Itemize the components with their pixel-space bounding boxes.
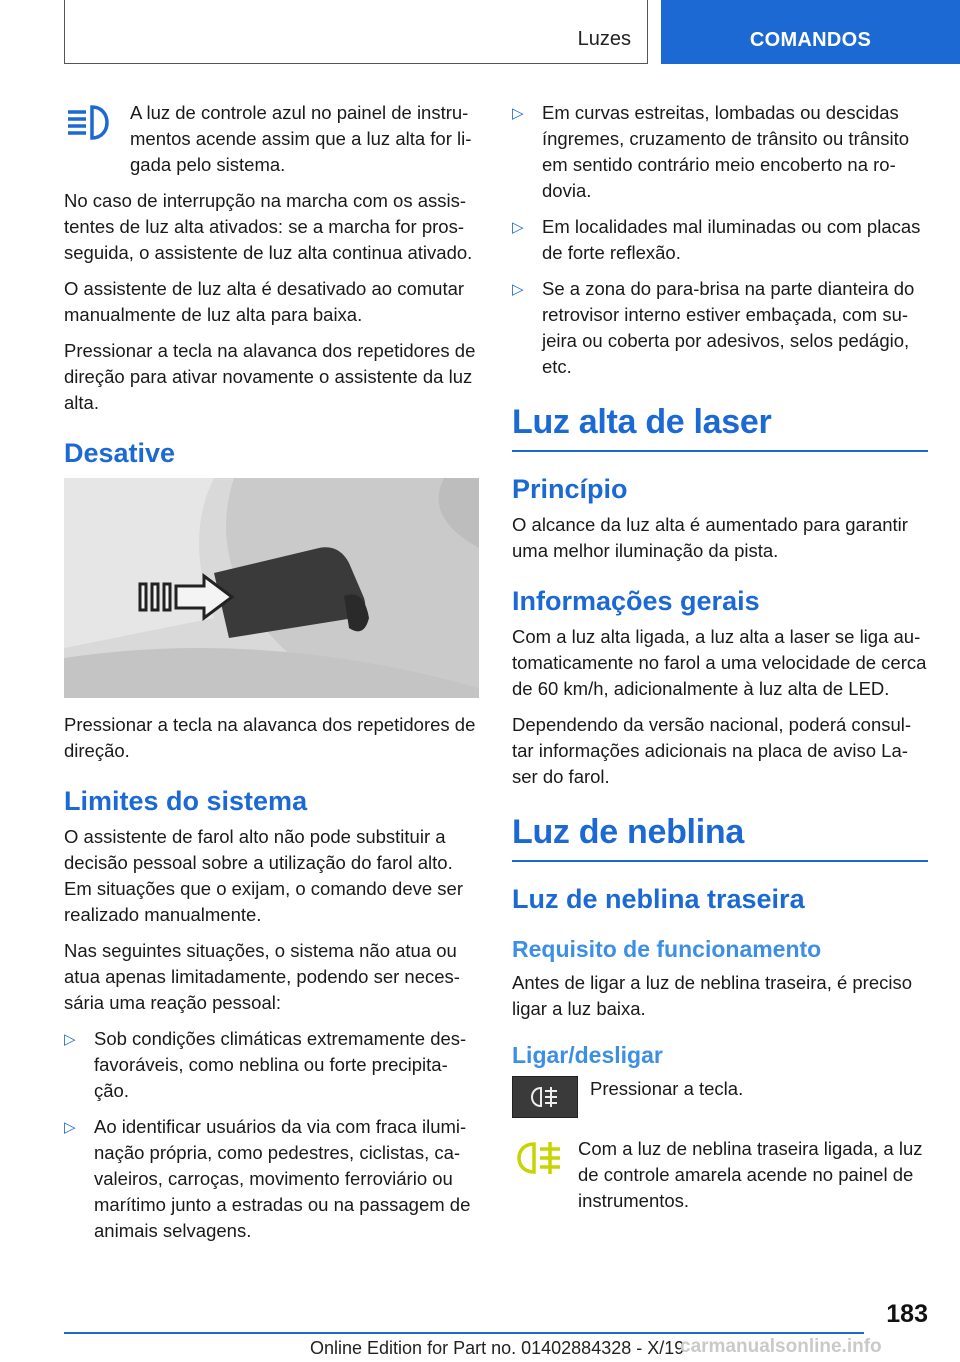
high-beam-indicator-icon xyxy=(64,100,130,151)
rear-fog-indicator-note xyxy=(512,1136,928,1214)
rear-fog-indicator-icon xyxy=(512,1136,578,1187)
list-item: ▷ Em localidades mal iluminadas ou com placas de forte reflexão. xyxy=(512,216,921,263)
paragraph: O assistente de luz alta é desativado ao comutar manualmente de luz alta para baixa. xyxy=(64,278,465,325)
paragraph: O alcance da luz alta é aumentado para garantir uma melhor iluminação da pista. xyxy=(512,514,908,561)
turn-signal-lever-photo xyxy=(64,478,479,698)
rear-fog-key-text: Pressionar a tecla. xyxy=(590,1078,744,1099)
triangle-bullet-icon: ▷ xyxy=(512,105,524,122)
header-section-box xyxy=(64,0,648,64)
triangle-bullet-icon: ▷ xyxy=(64,1031,76,1048)
photo-caption: Pressionar a tecla na alavanca dos repetidores de direção. xyxy=(64,714,476,761)
triangle-bullet-icon: ▷ xyxy=(64,1119,76,1136)
left-column xyxy=(64,100,479,1254)
paragraph: No caso de interrupção na marcha com os assis-tentes de luz alta ativados: se a marcha for pros-seguida, o assistente de luz alta continua ativado. xyxy=(64,190,473,263)
header-chapter-title: COMANDOS xyxy=(749,29,872,51)
heading-desative: Desative xyxy=(64,438,176,468)
footer-divider xyxy=(64,1332,864,1334)
triangle-bullet-icon: ▷ xyxy=(512,281,524,298)
right-column xyxy=(512,100,928,1224)
high-beam-indicator-text: A luz de controle azul no painel de instru-mentos acende assim que a luz alta for li-gada pelo sistema. xyxy=(130,102,472,175)
heading-principio: Princípio xyxy=(512,474,628,504)
rear-fog-indicator-text: Com a luz de neblina traseira ligada, a luz de controle amarela acende no painel de instrumentos. xyxy=(578,1138,923,1211)
heading-informacoes-gerais: Informações gerais xyxy=(512,586,760,616)
paragraph: Antes de ligar a luz de neblina traseira, é preciso ligar a luz baixa. xyxy=(512,972,913,1019)
rear-fog-key-row xyxy=(512,1076,928,1118)
limits-list xyxy=(64,1026,479,1244)
limits-list-continued xyxy=(512,100,928,380)
paragraph: Nas seguintes situações, o sistema não atua ou atua apenas limitadamente, podendo ser neces-sária uma reação pessoal: xyxy=(64,940,460,1013)
triangle-bullet-icon: ▷ xyxy=(512,219,524,236)
list-item: ▷ Se a zona do para-brisa na parte dianteira do retrovisor interno estiver embaçada, com su-jeira ou coberta por adesivos, selos pedágio, etc. xyxy=(512,278,915,377)
header-section-title: Luzes xyxy=(577,28,631,50)
list-item: ▷ Sob condições climáticas extremamente des-favoráveis, como neblina ou forte precipita-ção. xyxy=(64,1028,467,1101)
paragraph: Dependendo da versão nacional, poderá consul-tar informações adicionais na placa de aviso La-ser do farol. xyxy=(512,714,912,787)
heading-luz-de-neblina: Luz de neblina xyxy=(512,812,928,862)
heading-requisito: Requisito de funcionamento xyxy=(512,936,822,962)
paragraph: Com a luz alta ligada, a luz alta a laser se liga au-tomaticamente no farol a uma velocidade de cerca de 60 km/h, adicionalmente à luz alta de LED. xyxy=(512,626,927,699)
heading-limites: Limites do sistema xyxy=(64,786,308,816)
heading-luz-alta-laser: Luz alta de laser xyxy=(512,402,928,452)
heading-luz-neblina-traseira: Luz de neblina traseira xyxy=(512,884,805,914)
header-chapter-tab xyxy=(661,0,960,64)
paragraph: Pressionar a tecla na alavanca dos repetidores de direção para ativar novamente o assistente da luz alta. xyxy=(64,340,476,413)
high-beam-indicator-note xyxy=(64,100,479,178)
watermark: carmanualsonline.info xyxy=(680,1336,882,1357)
paragraph: O assistente de farol alto não pode substituir a decisão pessoal sobre a utilização do farol alto. Em situações que o exijam, o comando deve ser realizado manualmente. xyxy=(64,826,463,925)
page-number: 183 xyxy=(886,1300,928,1328)
rear-fog-light-key-icon xyxy=(512,1076,578,1118)
list-item: ▷ Em curvas estreitas, lombadas ou descidas íngremes, cruzamento de trânsito ou trânsito em sentido contrário meio encoberto na ro-dovia. xyxy=(512,102,910,201)
heading-ligar-desligar: Ligar/desligar xyxy=(512,1042,663,1068)
list-item: ▷ Ao identificar usuários da via com fraca ilumi-nação própria, como pedestres, ciclistas, ca-valeiros, carroças, movimento ferroviário ou marítimo junto a estradas ou na passagem de animais selvagens. xyxy=(64,1116,471,1241)
footer-edition: Online Edition for Part no. 01402884328 - X/19 xyxy=(310,1338,685,1358)
